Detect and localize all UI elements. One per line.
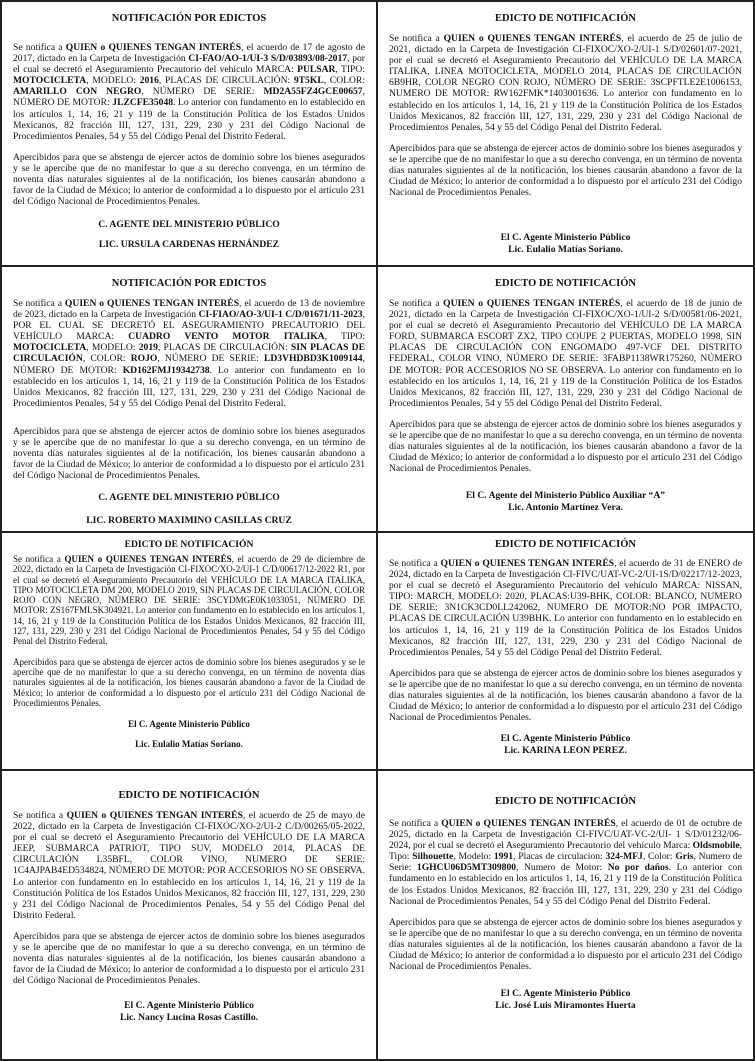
notice-closing: Apercibidos para que se abstenga de ejercer actos de dominio sobre los bienes asegurados y se le apercibe que de no manifestar lo que a su derecho convenga, en un término de noventa días naturales siguientes al de la notificación, los bienes causarán abandono a favor de la Ciudad de México; lo anterior de conformidad a lo dispuesto por el artículo 231 del Código Nacional de Procedimientos Penales.	[389, 142, 742, 199]
notice-closing: Apercibidos para que se abstenga de ejercer actos de dominio sobre los bienes asegurados y se le apercibe que de no manifestar lo que a su derecho convenga, en un término de noventa días naturales siguientes al de la notificación, los bienes causarán abandono a favor de la Ciudad de México; lo anterior de conformidad a lo dispuesto por el artículo 231 del Código Nacional de Procedimientos Penales.	[389, 667, 742, 724]
notice-card	[376, 0, 755, 267]
notice-title: NOTIFICACIÓN POR EDICTOS	[111, 13, 267, 24]
notice-closing: Apercibidos para que se abstenga de ejercer actos de dominio sobre los bienes asegurados y se le apercibe que de no manifestar lo que a su derecho convenga, en un término de noventa días naturales siguientes al de la notificación, los bienes causarán abandono a favor de la Ciudad de México; lo anterior de conformidad a lo dispuesto por el artículo 231 del Código Nacional de Procedimientos Penales.	[13, 151, 365, 208]
signature-role: El C. Agente Ministerio Público	[500, 988, 631, 1000]
notice-title: EDICTO DE NOTIFICACIÓN	[495, 796, 636, 807]
notice-body: Se notifica a QUIEN o QUIENES TENGAN INTERÉS, el acuerdo de 25 de mayo de 2022, dictado en la Carpeta de Investigación CI-FIXOC/XO-2/UI-2 C/D/00265/05-2022, por el cual se decretó el Aseguramiento Precautorio del VEHÍCULO DE LA MARCA JEEP, SUBMARCA PATRIOT, TIPO SUV, MODELO 2014, PLACAS DE CIRCULACIÓN L35BFL, COLOR VINO, NUMERO DE SERIE: 1C4AJPAB4ED534824, NÚMERO DE MOTOR: POR ACCESORIOS NO SE OBSERVA. Lo anterior con fundamento en lo establecido en los artículos 1, 14, 16, 21 y 119 de la Constitución Política de los Estados Unidos Mexicanos, 82 fracción III, 127, 131, 229, 230 y 231 del Código Nacional de Procedimientos Penales, 54 y 55 del Código Penal del Distrito Federal.	[13, 810, 365, 921]
notice-title: EDICTO DE NOTIFICACIÓN	[124, 539, 254, 550]
notice-card	[0, 265, 378, 533]
signature-name: Lic. KARINA LEON PEREZ.	[504, 745, 627, 757]
signature-name: Lic. Eulalio Matías Soriano.	[508, 244, 623, 256]
notice-title: EDICTO DE NOTIFICACIÓN	[495, 278, 636, 289]
notice-card	[376, 769, 755, 1061]
notice-closing: Apercibidos para que se abstenga de ejercer actos de dominio sobre los bienes asegurados y se le apercibe que de no manifestar lo que a su derecho convenga, en un término de noventa días naturales siguientes al de la notificación, los bienes causarán abandono a favor de la Ciudad de México; lo anterior de conformidad a lo dispuesto por el artículo 231 del Código Nacional de Procedimientos Penales.	[389, 418, 742, 475]
notice-title: EDICTO DE NOTIFICACIÓN	[495, 539, 636, 550]
signature-role: El C. Agente Ministerio Público	[128, 719, 250, 730]
notice-body: Se notifica a QUIEN o QUIENES TENGAN INTERÉS, el acuerdo de 17 de agosto de 2017, dictado en la Carpeta de Investigación CI-FAO/AO-1/UI-3 S/D/03893/08-2017, por el cual se decretó el Aseguramiento Precautorio del vehículo MARCA: PULSAR, TIPO: MOTOCICLETA, MODELO: 2016, PLACAS DE CIRCULACIÓN: 9T5KL, COLOR: AMARILLO CON NEGRO, NÚMERO DE SERIE: MD2A55FZ4GCE00657, NÚMERO DE MOTOR: JLZCFE35048. Lo anterior con fundamento en lo establecido en los artículos 1, 14, 16, 21 y 119 de la Constitución Política de los Estados Unidos Mexicanos, 82 fracción III, 127, 131, 229, 230 y 231 del Código Nacional de Procedimientos Penales, 54 y 55 del Código Penal del Distrito Federal.	[13, 42, 365, 142]
signature-role: El C. Agente Ministerio Público	[500, 232, 631, 244]
notice-closing: Apercibidos para que se abstenga de ejercer actos de dominio sobre los bienes asegurados y se le apercibe que de no manifestar lo que a su derecho convenga, en un término de noventa días naturales siguientes al de la notificación, los bienes causarán abandono a favor de la Ciudad de México; lo anterior de conformidad a lo dispuesto por el artículo 231 del Código Nacional de Procedimientos Penales.	[13, 425, 365, 482]
notice-title: NOTIFICACIÓN POR EDICTOS	[111, 278, 267, 289]
signature-role: El C. Agente del Ministerio Público Auxiliar “A”	[465, 490, 666, 502]
signature-name: Lic. Antonio Martínez Vera.	[508, 502, 623, 514]
signature-name: Lic. José Luis Miramontes Huerta	[495, 1000, 636, 1012]
signature-name: LIC. URSULA CARDENAS HERNÁNDEZ	[98, 239, 280, 251]
signature-name: Lic. Eulalio Matías Soriano.	[135, 739, 243, 750]
notice-card	[0, 0, 378, 267]
signature-name: LIC. ROBERTO MAXIMINO CASILLAS CRUZ	[86, 515, 292, 527]
notice-card	[376, 531, 755, 771]
notice-card	[0, 531, 378, 771]
notice-closing: Apercibidos para que se abstenga de ejercer actos de dominio sobre los bienes asegurados y se le apercibe que de no manifestar lo que a su derecho convenga, en un término de noventa días naturales siguientes al de la notificación, los bienes causarán abandono a favor de la Ciudad de México; lo anterior de conformidad a lo dispuesto por el artículo 231 del Código Nacional de Procedimientos Penales.	[389, 916, 742, 973]
signature-role: C. AGENTE DEL MINISTERIO PÚBLICO	[98, 219, 280, 231]
notice-card	[0, 769, 378, 1061]
notice-body: Se notifica a QUIEN o QUIENES TENGAN INTERÉS, el acuerdo de 18 de junio de 2021, dictado en la Carpeta de Investigación CI-FIXOC/XO-1/UI-2 S/D/00581/06-2021, por el cual se decretó el Aseguramiento Precautorio del VEHÍCULO DE LA MARCA FORD, SUBMARCA ESCORT ZX2, TIPO COUPE 2 PUERTAS, MODELO 1998, SIN PLACAS DE CIRCULACIÓN CON ENGOMADO 497-VCF DEL DISTRITO FEDERAL, COLOR VINO, NÚMERO DE SERIE: 3FABP1138WR175260, NÚMERO DE MOTOR: POR ACCESORIOS NO SE OBSERVA. Lo anterior con fundamento en lo establecido en los artículos 1, 14, 16, 21 y 119 de la Constitución Política de los Estados Unidos Mexicanos, 82 fracción III, 127, 131, 229, 230 y 231 del Código Nacional de Procedimientos Penales, 54 y 55 del Código Penal del Distrito Federal.	[389, 298, 742, 409]
notice-body: Se notifica a QUIEN o QUIENES TENGAN INTERÉS, el acuerdo de 01 de octubre de 2025, dictado en la Carpeta de Investigación CI-FIVC/UAT-VC-2/UI- 1 S/D/01232/06-2024, por el cual se decretó el Aseguramiento Precautorio del vehículo Marca: Oldsmobile, Tipo: Silhouette, Modelo: 1991, Placas de circulacion: 324-MFJ, Color: Gris, Numero de Serie: 1GHCU06D5MT309800, Numero de Motor: No por daños. Lo anterior con fundamento en lo establecido en los artículos 1, 14, 16, 21 y 119 de la Constitución Política de los Estados Unidos Mexicanos, 82 fracción III, 127, 131, 229, 230 y 231 del Código Nacional de Procedimientos Penales, 54 y 55 del Código Penal del Distrito Federal.	[389, 818, 742, 907]
notice-body: Se notifica a QUIEN o QUIENES TENGAN INTERÉS, el acuerdo de 29 de diciembre de 2022, dictado en la Carpeta de Investigación CI-FIXOC/XO-2/UI-1 C/D/00617/12-2022 R1, por el cual se decretó el Aseguramiento Precautorio del VEHÍCULO DE LA MARCA ITALIKA, TIPO MOTOCICLETA DM 200, MODELO 2019, SIN PLACAS DE CIRCULACIÓN, COLOR ROJO CON NEGRO, NÚMERO DE SERIE: 3SCYDMGE0K1033051, NÚMERO DE MOTOR: ZS167FMLSK304921. Lo anterior con fundamento en lo establecido en los artículos 1, 14, 16, 21 y 119 de la Constitución Política de los Estados Unidos Mexicanos, 82 fracción III, 127, 131, 229, 230 y 231 del Código Nacional de Procedimientos Penales, 54 y 55 del Código Penal del Distrito Federal.	[13, 554, 365, 647]
signature-role: El C. Agente Ministerio Público	[500, 733, 631, 745]
notice-closing: Apercibidos para que se abstenga de ejercer actos de dominio sobre los bienes asegurados y se le apercibe que de no manifestar lo que a su derecho convenga, en un término de noventa días naturales siguientes al de la notificación, los bienes causarán abandono a favor de la Ciudad de México; lo anterior de conformidad a lo dispuesto por el artículo 231 del Código Nacional de Procedimientos Penales.	[13, 656, 365, 708]
signature-name: Lic. Nancy Lucina Rosas Castillo.	[119, 1012, 259, 1024]
notice-title: EDICTO DE NOTIFICACIÓN	[495, 13, 636, 24]
notice-body: Se notifica a QUIEN o QUIENES TENGAN INTERÉS, el acuerdo de 31 de ENERO de 2024, dictado en la Carpeta de Investigación CI-FIVC/UAT-VC-2/UI-1S/D/02217/12-2023, por el cual se decretó el Aseguramiento Precautorio del vehículo MARCA: NISSAN, TIPO: MARCH, MODELO: 2020, PLACAS:U39-BHK, COLOR: BLANCO, NUMERO DE SERIE: 3N1CK3CD0LL242062, NUMERO DE MOTOR:NO POR IMPACTO, PLACAS DE CIRCULACIÓN U39BHK. Lo anterior con fundamento en lo establecido en los artículos 1, 14, 16, 21 y 119 de la Constitución Política de los Estados Unidos Mexicanos, 82 fracción III, 127, 131, 229, 230 y 231 del Código Nacional de Procedimientos Penales, 54 y 55 del Código Penal del Distrito Federal.	[389, 558, 742, 658]
notice-body: Se notifica a QUIEN o QUIENES TENGAN INTERÉS, el acuerdo de 13 de noviembre de 2023, dictado en la Carpeta de Investigación CI-FIAO/AO-3/UI-1 C/D/01671/11-2023, POR EL CUAL SE DECRETÓ EL ASEGURAMIENTO PRECAUTORIO DEL VEHÍCULO MARCA: CUADRO VENTO MOTOR ITALIKA, TIPO: MOTOCICLETA, MODELO: 2019, PLACAS DE CIRCULACIÓN: SIN PLACAS DE CIRCULACIÓN, COLOR: ROJO, NÚMERO DE SERIE: LD3VHDBD3K1009144, NÚMERO DE MOTOR: KD162FMJ19342738. Lo anterior con fundamento en lo establecido en los artículos 1, 14, 16, 21 y 119 de la Constitución Política de los Estados Unidos Mexicanos, 82 fracción III, 127, 131, 229, 230 y 231 del Código Nacional de Procedimientos Penales, 54 y 55 del Código Penal del Distrito Federal.	[13, 298, 365, 409]
notice-title: EDICTO DE NOTIFICACIÓN	[118, 790, 260, 801]
notice-card	[376, 265, 755, 533]
notice-body: Se notifica a QUIEN o QUIENES TENGAN INTERÉS, el acuerdo de 25 de julio de 2021, dictado en la Carpeta de Investigación CI-FIXOC/XO-2/UI-1 S/D/02601/07-2021, por el cual se decretó el Aseguramiento Precautorio del VEHÍCULO DE LA MARCA ITALIKA, LINEA MOTOCICLETA, MODELO 2014, PLACAS DE CIRCULACIÓN 6B9HR, COLOR NEGRO CON ROJO, NÚMERO DE SERIE: 3SCPFTLE2E1006153, NUMERO DE MOTOR: RW162FMK*1403001636. Lo anterior con fundamento en lo establecido en los artículos 1, 14, 16, 21 y 119 de la Constitución Política de los Estados Unidos Mexicanos, 82 fracción III, 127, 131, 229, 230 y 231 del Código Nacional de Procedimientos Penales, 54 y 55 del Código Penal del Distrito Federal.	[389, 33, 742, 133]
signature-role: El C. Agente Ministerio Público	[124, 1000, 254, 1012]
signature-role: C. AGENTE DEL MINISTERIO PÚBLICO	[98, 492, 280, 504]
notice-closing: Apercibidos para que se abstenga de ejercer actos de dominio sobre los bienes asegurados y se le apercibe que de no manifestar lo que a su derecho convenga, en un término de noventa días naturales siguientes al de la notificación, los bienes causarán abandono a favor de la Ciudad de México; lo anterior de conformidad a lo dispuesto por el artículo 231 del Código Nacional de Procedimientos Penales.	[13, 930, 365, 987]
